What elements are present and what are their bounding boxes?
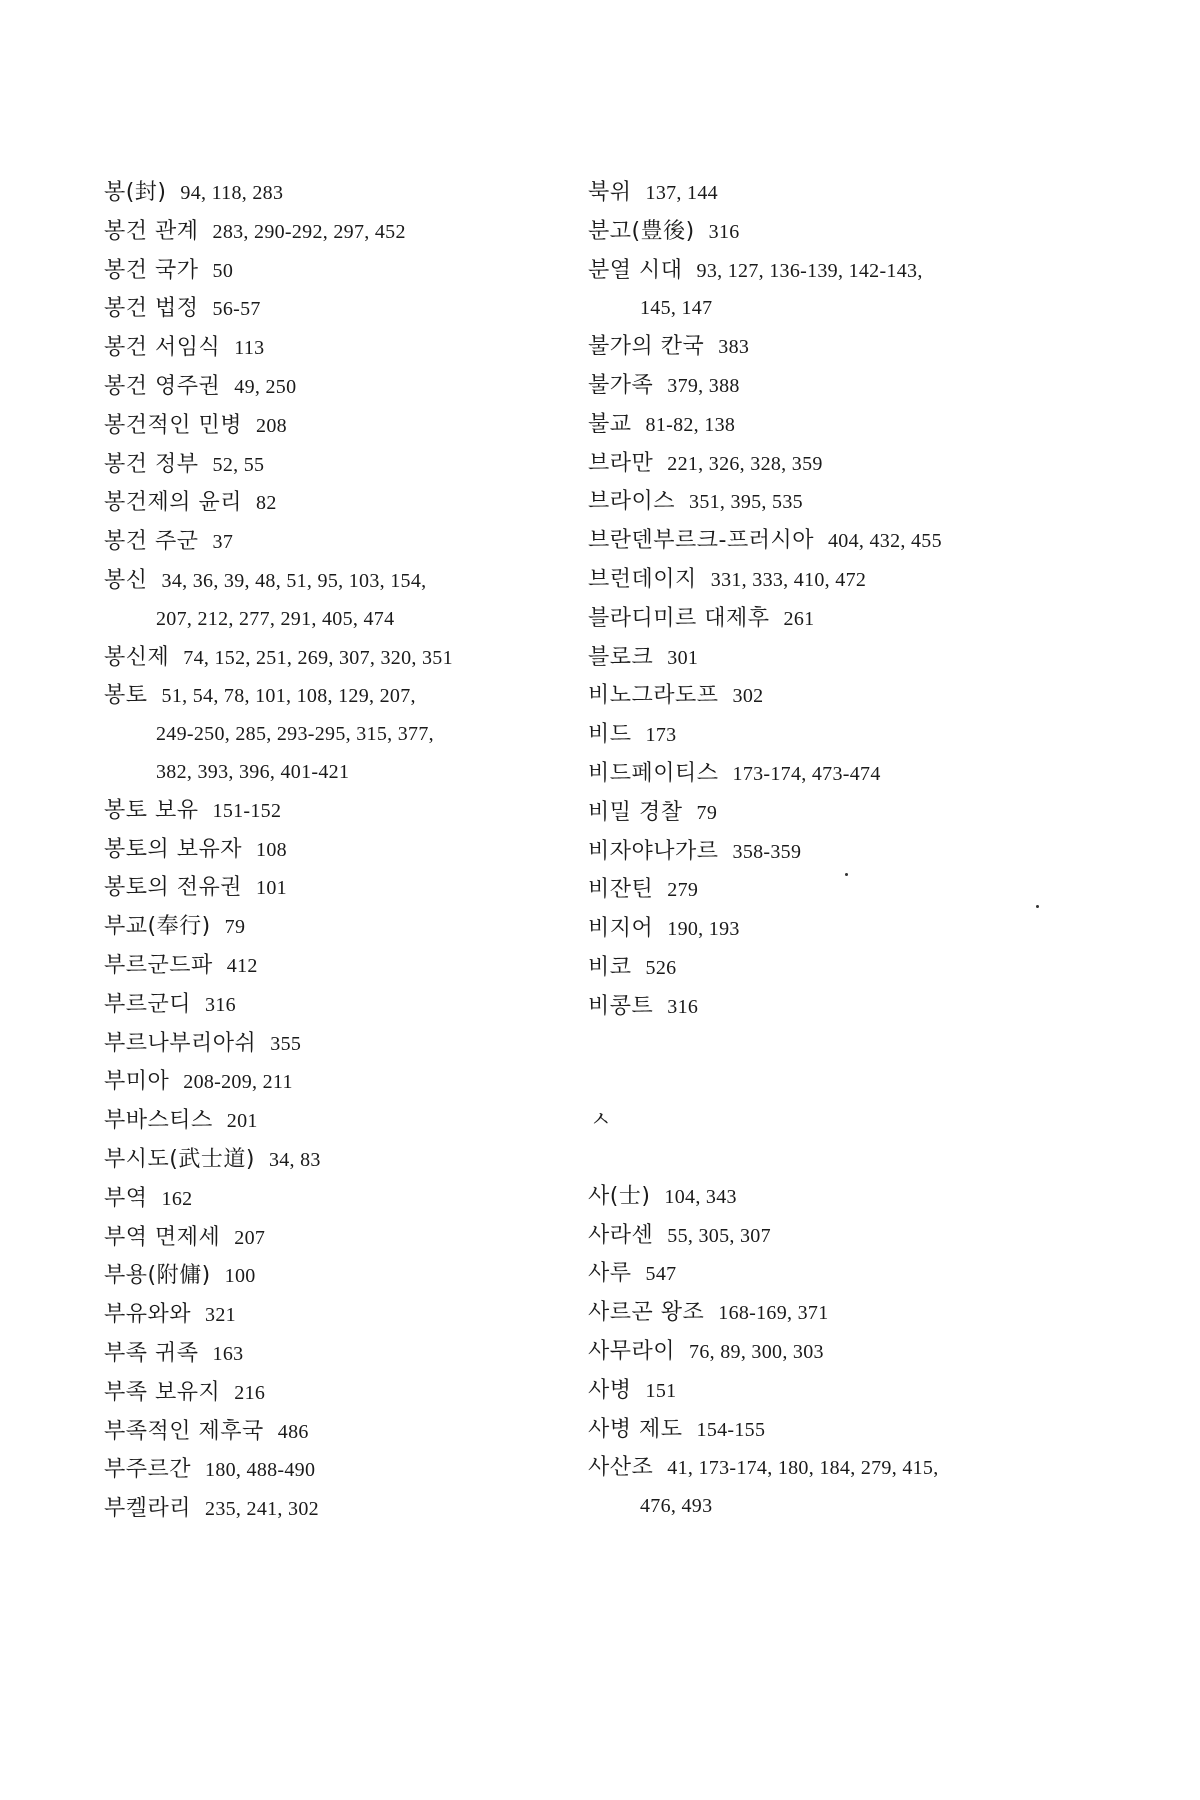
index-page-numbers-continued: 207, 212, 277, 291, 405, 474 [156,607,395,630]
index-page-numbers: 50 [212,259,234,282]
index-term: 부시도(武士道) [104,1146,255,1172]
index-page-numbers: 351, 395, 535 [689,491,803,514]
index-page-numbers: 79 [224,916,246,939]
index-page-numbers: 355 [270,1032,302,1055]
index-entry [588,367,1068,406]
index-term: 비코 [588,954,632,980]
index-entry [104,252,574,291]
index-entry [104,1257,574,1296]
index-page-numbers: 283, 290-292, 297, 452 [212,220,406,243]
index-entry [588,445,1068,484]
index-entry [104,1102,574,1141]
index-page-numbers: 547 [645,1263,677,1286]
index-page-numbers: 162 [161,1187,193,1210]
index-term: 사병 제도 [588,1416,683,1442]
index-term: 브런데이지 [588,566,697,592]
index-term: 비밀 경찰 [588,799,683,825]
scan-speck [1036,905,1039,908]
index-entry [588,949,1068,988]
index-term: 부역 [104,1185,148,1211]
index-page-numbers: 81-82, 138 [645,413,736,436]
index-entry [104,1141,574,1180]
index-term: 부르군디 [104,991,192,1017]
index-term: 브란덴부르크-프러시아 [588,528,814,554]
index-entry [104,213,574,252]
index-page-numbers: 94, 118, 283 [180,182,284,204]
index-group-s [588,1178,1068,1526]
index-page-numbers: 52, 55 [212,453,265,476]
index-term: 봉건제의 윤리 [104,490,243,516]
index-entry [588,871,1068,910]
index-term: 봉건 법정 [104,296,199,322]
index-term: 사무라이 [588,1338,676,1364]
index-page-numbers: 168-169, 371 [718,1302,829,1325]
index-page-numbers: 82 [256,492,277,515]
index-page-numbers: 486 [277,1420,309,1443]
index-term: 부용(附傭) [104,1263,211,1289]
index-entry [588,833,1068,872]
index-page-numbers: 221, 326, 328, 359 [667,452,823,475]
index-page-numbers: 49, 250 [234,375,297,398]
index-page-numbers: 41, 173-174, 180, 184, 279, 415, [667,1457,939,1480]
index-page-numbers: 151 [645,1379,677,1402]
index-entry [104,446,574,485]
index-term: 사르곤 왕조 [588,1300,705,1326]
index-term: 봉건 관계 [104,218,199,244]
index-page-numbers: 74, 152, 251, 269, 307, 320, 351 [183,646,453,669]
index-page-numbers: 383 [718,336,750,359]
index-entry [588,600,1068,639]
index-term: 비드페이티스 [588,760,719,786]
index-term: 봉토 보유 [104,797,199,823]
index-term: 봉건적인 민병 [104,412,243,438]
index-page-numbers: 216 [234,1381,266,1404]
index-term: 부르나부리아쉬 [104,1030,257,1056]
index-term: 봉신 [104,567,148,593]
index-term: 부유와와 [104,1302,192,1328]
index-term: 부르군드파 [104,952,213,978]
index-page-numbers: 34, 36, 39, 48, 51, 95, 103, 154, [161,569,427,592]
index-entry [104,1063,574,1102]
index-entry [104,947,574,986]
index-page-numbers: 79 [696,801,718,824]
index-page-numbers: 379, 388 [667,374,740,397]
index-term: 부미아 [104,1069,170,1095]
index-term: 부역 면제세 [104,1224,221,1250]
index-term: 부켈라리 [104,1496,192,1522]
scan-speck [845,873,848,876]
index-entry [588,522,1068,561]
index-term: 블로크 [588,644,654,670]
index-entry [588,988,1068,1027]
section-gap [588,1027,1068,1065]
index-page-numbers: 151-152 [212,799,282,822]
index-entry [588,561,1068,600]
index-term: 봉토 [104,683,148,709]
index-term: 봉토의 전유권 [104,875,243,901]
index-page-numbers: 173-174, 473-474 [732,762,881,785]
index-term: 불가족 [588,372,654,398]
index-term: 봉건 정부 [104,451,199,477]
index-term: 사라센 [588,1222,654,1248]
index-term: 사산조 [588,1455,654,1481]
index-term: 부바스티스 [104,1108,213,1134]
index-entry [104,639,574,678]
index-entry [104,1180,574,1219]
index-page-numbers: 56-57 [212,298,261,321]
index-page-numbers: 137, 144 [645,182,718,204]
index-term: 불가의 칸국 [588,334,705,360]
index-entry [104,792,574,831]
index-page-numbers: 55, 305, 307 [667,1224,771,1247]
index-page-numbers: 404, 432, 455 [827,530,942,553]
index-entry [588,910,1068,949]
index-page-numbers: 358-359 [732,840,802,863]
index-entry [588,483,1068,522]
index-entry [104,329,574,368]
index-page-numbers: 190, 193 [667,918,740,941]
index-page-numbers: 108 [256,838,287,861]
index-page-numbers: 154-155 [696,1418,766,1441]
index-page-numbers: 208-209, 211 [183,1071,293,1094]
index-entry [104,484,574,523]
index-entry [104,407,574,446]
index-page-numbers: 180, 488-490 [205,1459,316,1482]
index-entry [104,1451,574,1490]
index-entry [588,1255,1068,1294]
index-entry [104,1296,574,1335]
index-term: 사루 [588,1261,632,1287]
index-entry [104,562,574,639]
index-page-numbers-continued: 476, 493 [640,1495,713,1518]
index-term: 사병 [588,1377,632,1403]
index-term: 봉토의 보유자 [104,836,243,862]
index-term: 불교 [588,411,632,437]
index-page-numbers: 316 [667,995,699,1018]
index-entry [588,794,1068,833]
index-term: 비노그라도프 [588,683,719,709]
index-entry [104,986,574,1025]
index-page-numbers: 51, 54, 78, 101, 108, 129, 207, [161,685,416,708]
index-entry [104,1335,574,1374]
index-term: 비드 [588,722,632,748]
index-entry [588,1411,1068,1450]
index-page-numbers: 100 [224,1265,256,1288]
index-entry [104,677,574,791]
index-term: 분고(豊後) [588,218,695,244]
index-entry [588,1372,1068,1411]
index-entry [588,1449,1068,1526]
index-term: 부족 보유지 [104,1379,221,1405]
index-entry [588,252,1068,329]
index-term: 봉(封) [104,180,167,205]
index-page-numbers: 301 [667,646,699,669]
index-term: 비잔틴 [588,877,654,903]
index-entry [104,523,574,562]
index-entry [104,174,574,213]
index-term: 봉건 주군 [104,529,199,555]
index-page-numbers-continued: 145, 147 [640,297,713,320]
index-entry [588,755,1068,794]
index-entry [104,1374,574,1413]
index-entry [588,1178,1068,1217]
index-page-numbers: 526 [645,956,677,979]
index-entry [588,639,1068,678]
index-page-numbers: 207 [234,1226,266,1249]
index-page-numbers: 279 [667,879,699,902]
index-entry [588,328,1068,367]
index-page-numbers: 113 [234,337,265,360]
index-term: 비지어 [588,916,654,942]
index-entry [104,368,574,407]
index-entry [104,1413,574,1452]
index-page-numbers: 302 [732,685,764,708]
index-entry [588,1294,1068,1333]
index-page-numbers: 321 [205,1304,236,1327]
index-entry [588,716,1068,755]
index-term: 봉건 영주권 [104,373,221,399]
index-term: 비콩트 [588,993,654,1019]
index-term: 북위 [588,180,632,205]
index-entry [588,174,1068,213]
index-page-numbers: 412 [226,954,258,977]
index-entry [104,908,574,947]
index-page-numbers: 173 [645,724,677,747]
index-term: 봉건 국가 [104,257,199,283]
index-term: 비자야나가르 [588,838,719,864]
section-heading-siot: ㅅ [590,1108,612,1134]
index-term: 부족적인 제후국 [104,1418,264,1444]
index-term: 부족 귀족 [104,1340,199,1366]
index-group-b [588,174,1068,1027]
index-page-numbers: 235, 241, 302 [205,1498,319,1521]
index-page-numbers: 101 [256,877,287,900]
index-page-numbers: 76, 89, 300, 303 [689,1340,824,1363]
index-page-numbers: 261 [783,607,815,630]
index-term: 브라만 [588,450,654,476]
index-term: 사(士) [588,1183,651,1209]
index-entry [104,869,574,908]
index-page-numbers: 104, 343 [664,1185,737,1208]
index-term: 부주르간 [104,1457,192,1483]
index-page-numbers: 201 [226,1110,258,1133]
index-entry [588,1217,1068,1256]
index-entry [104,1490,574,1529]
index-term: 블라디미르 대제후 [588,605,770,631]
index-page-numbers: 316 [205,993,236,1016]
index-term: 부교(奉行) [104,914,211,940]
index-entry [104,1219,574,1258]
index-page-numbers: 163 [212,1342,244,1365]
index-page-numbers: 93, 127, 136-139, 142-143, [696,259,923,282]
index-page-numbers: 331, 333, 410, 472 [710,568,867,591]
index-entry [104,831,574,870]
index-entry [588,677,1068,716]
index-page-numbers: 208 [256,414,287,437]
index-page-numbers: 34, 83 [268,1148,321,1171]
index-term: 봉신제 [104,644,170,670]
index-term: 브라이스 [588,489,676,515]
index-page-numbers: 316 [708,220,740,243]
index-page-numbers-continued: 249-250, 285, 293-295, 315, 377, [156,723,434,746]
index-entry [104,1025,574,1064]
index-column-right [588,174,1068,1526]
index-term: 분열 시대 [588,257,683,283]
index-entry [588,1333,1068,1372]
index-entry [588,213,1068,252]
index-entry [104,290,574,329]
index-page-numbers-continued: 382, 393, 396, 401-421 [156,760,350,783]
index-entry [588,406,1068,445]
index-page-numbers: 37 [212,531,234,554]
index-term: 봉건 서임식 [104,335,221,361]
index-column-left [104,174,574,1529]
